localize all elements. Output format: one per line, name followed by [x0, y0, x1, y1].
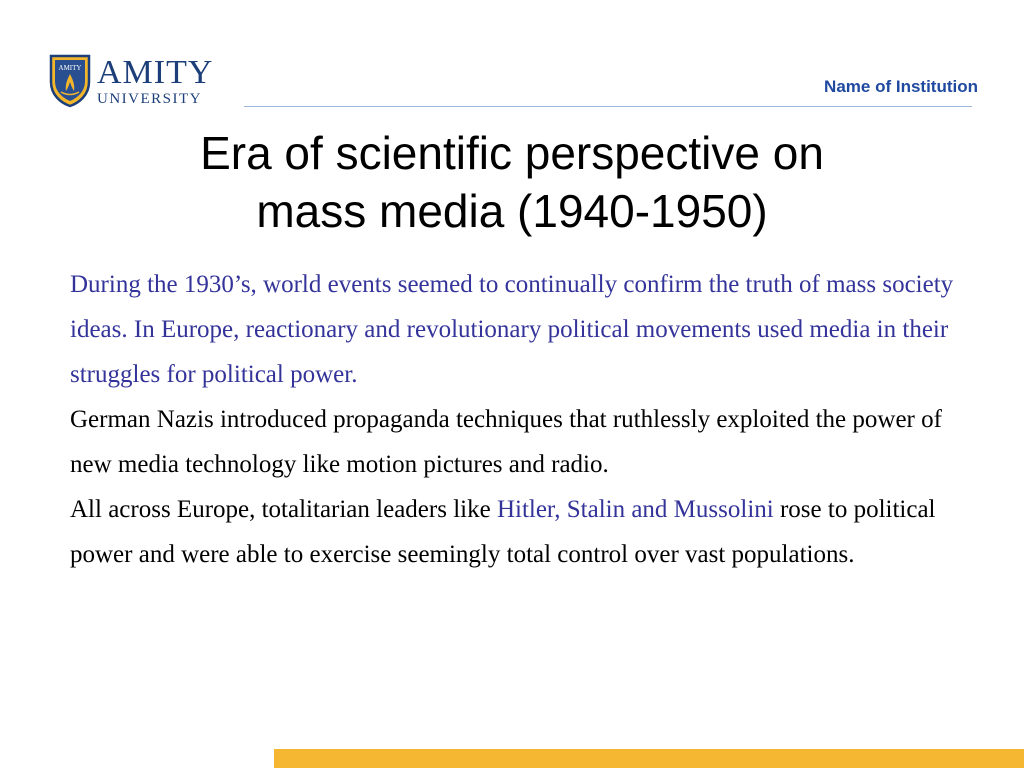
institution-name: Name of Institution	[824, 77, 978, 96]
slide-title-line-2: mass media (1940-1950)	[256, 185, 768, 237]
amity-logo	[47, 52, 213, 108]
logo-subtitle: UNIVERSITY	[97, 90, 202, 107]
header-divider	[244, 106, 972, 107]
amity-crest-icon	[47, 52, 93, 108]
slide-body	[70, 262, 960, 577]
footer-accent-bar	[274, 749, 1024, 768]
paragraph-3-end: rose to political power and were able to exercise seemingly total control over vast populations.	[70, 496, 936, 568]
paragraph-1930s: During the 1930’s, world events seemed to continually confirm the truth of mass society ideas. In Europe, reactionary and revolutionary political movements used media in their struggles for political power.	[70, 271, 954, 388]
crest-text: AMITY	[58, 64, 82, 72]
logo-name: AMITY	[97, 53, 214, 91]
paragraph-totalitarian	[70, 487, 960, 577]
paragraph-nazis: German Nazis introduced propaganda techniques that ruthlessly exploited the power of new media technology like motion pictures and radio.	[70, 406, 942, 478]
paragraph-3-start: All across Europe, totalitarian leaders like	[70, 496, 497, 523]
paragraph-3-highlight: Hitler, Stalin and Mussolini	[496, 496, 774, 523]
slide-title-line-1: Era of scientific perspective on	[200, 127, 824, 179]
slide-title	[0, 124, 1024, 240]
